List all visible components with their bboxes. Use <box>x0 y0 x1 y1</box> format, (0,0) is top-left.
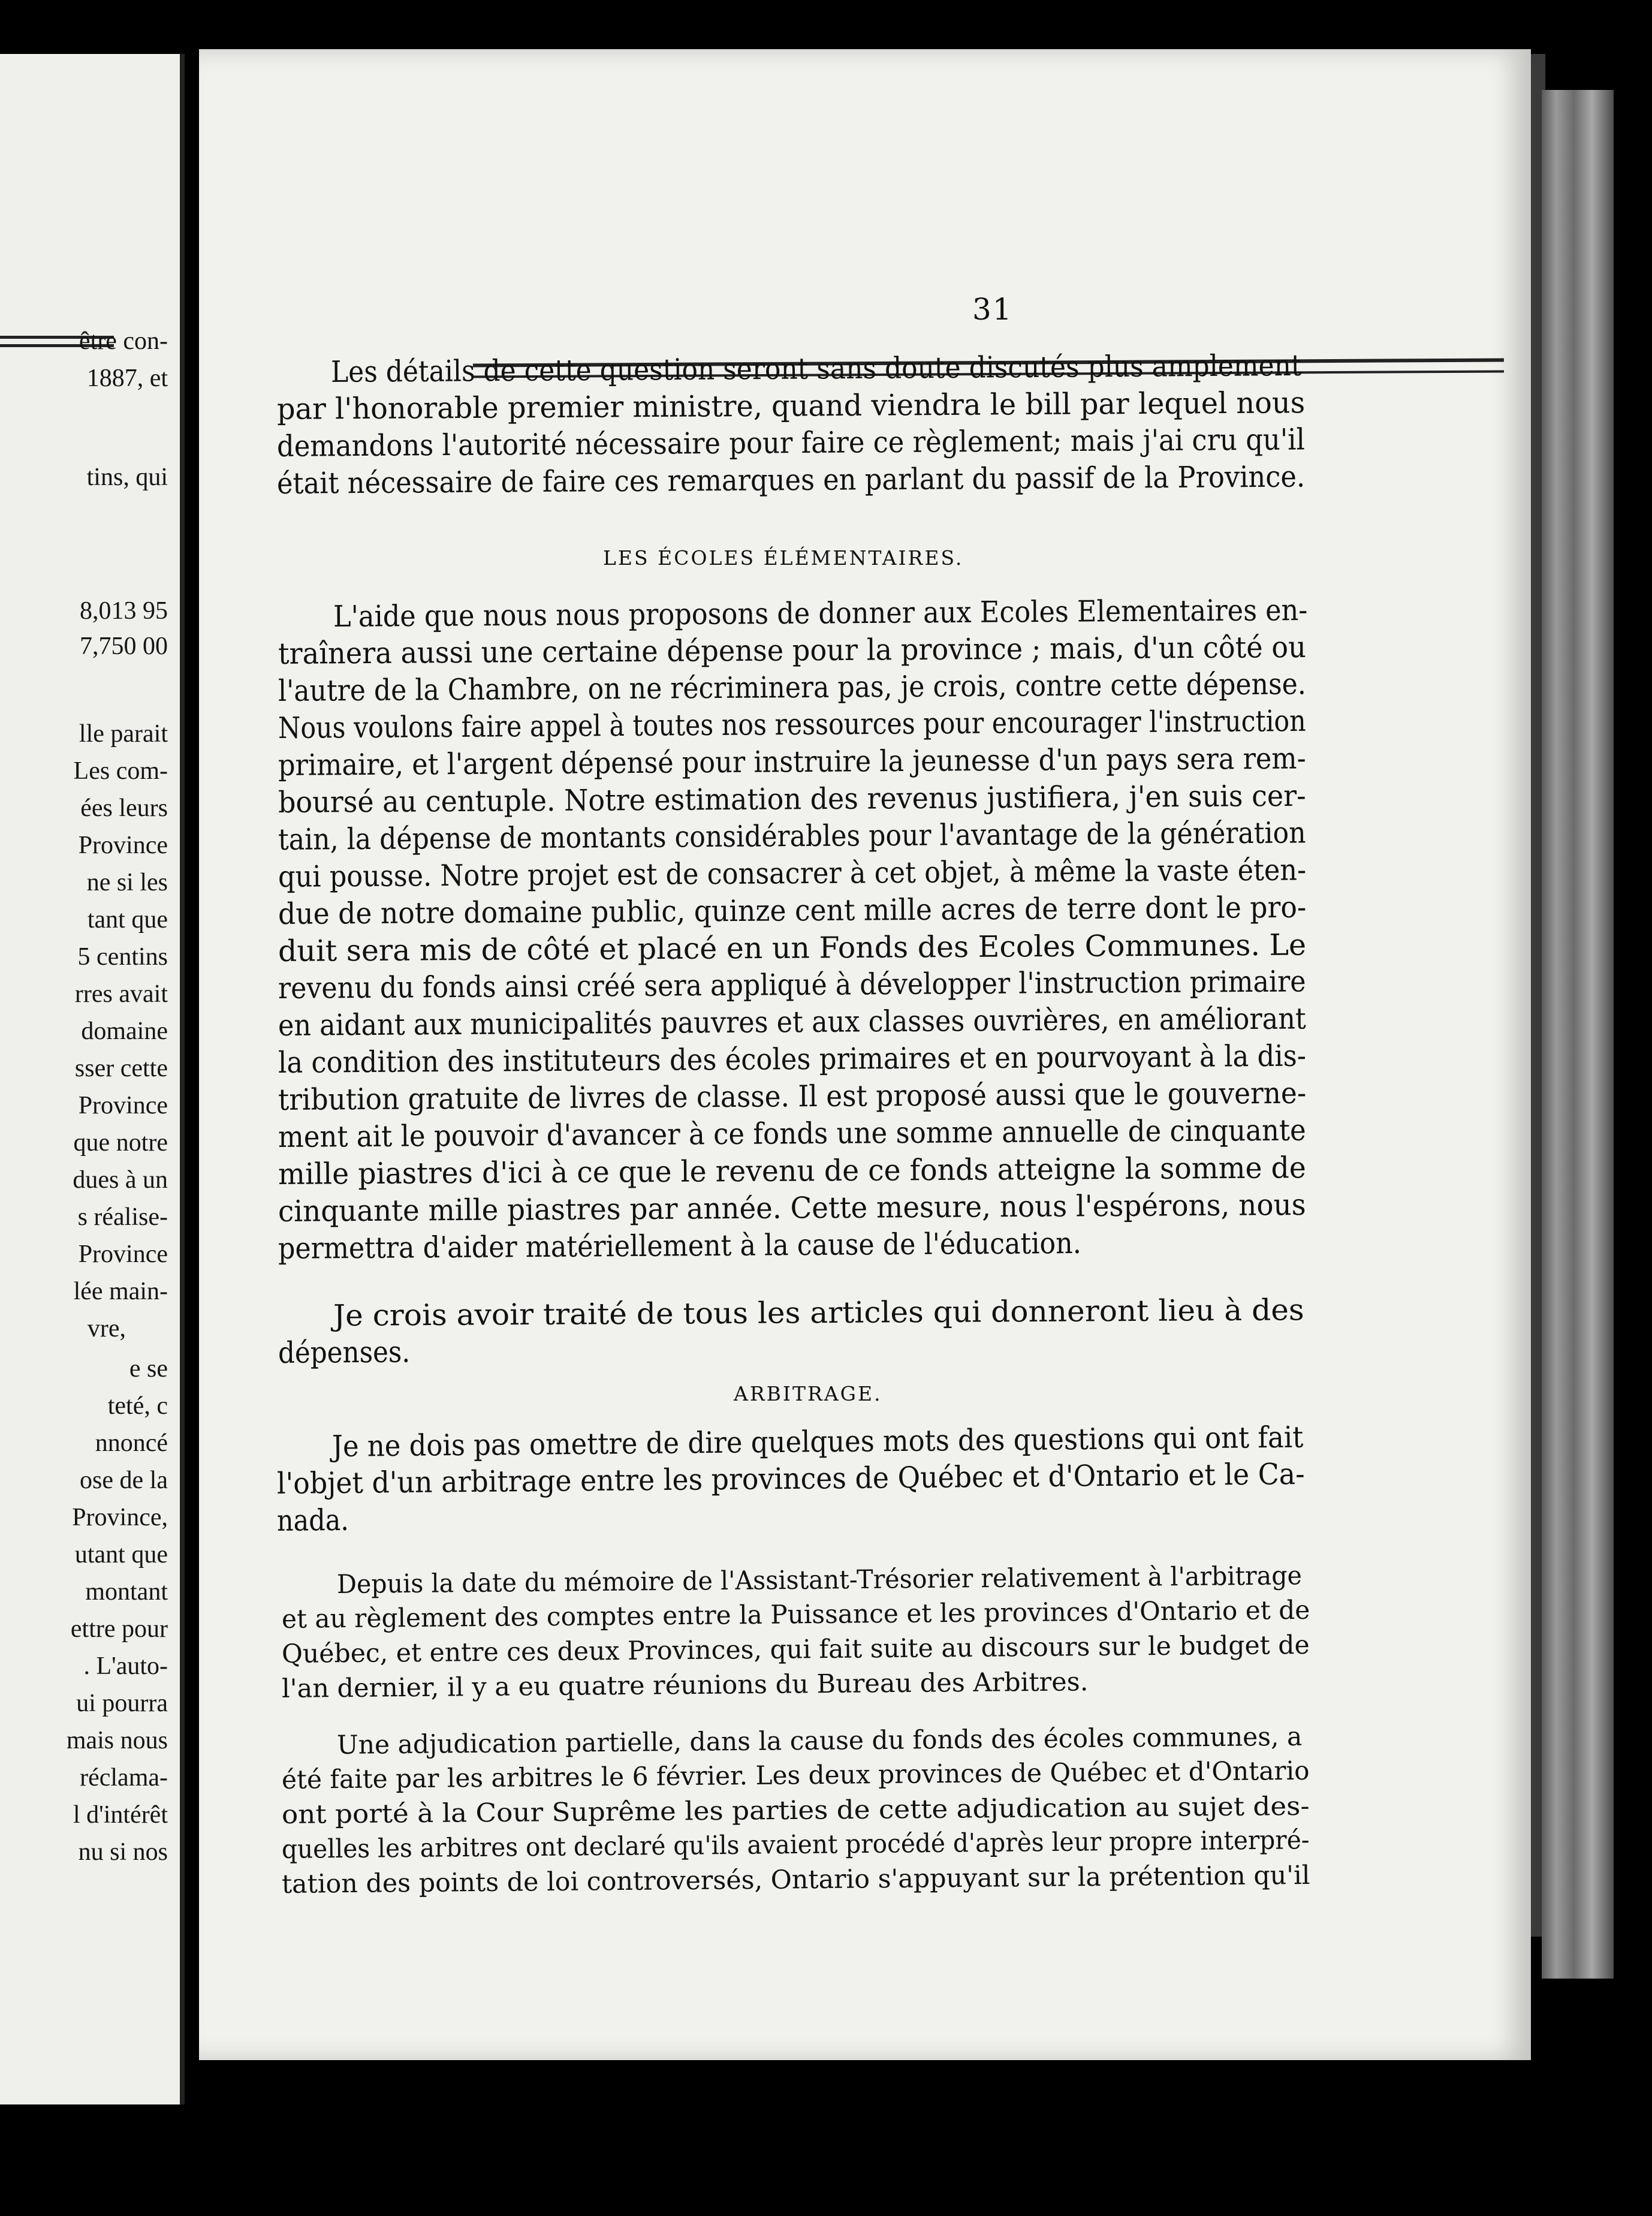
paragraph-2-line: traînera aussi une certaine dépense pour la province ; mais, d'un côté ou <box>278 630 1307 671</box>
paragraph-2-line: cinquante mille piastres par année. Cette mesure, nous l'espérons, nous <box>278 1188 1306 1229</box>
left-page-line: l d'intérêt <box>73 1801 168 1829</box>
paragraph-5-line: l'an dernier, il y a eu quatre réunions du Bureau des Arbitres. <box>281 1667 1089 1704</box>
left-page-line: tant que <box>87 906 168 934</box>
paragraph-2-line: la condition des instituteurs des écoles primaires et en pourvoyant à la dis- <box>278 1038 1307 1080</box>
left-page-line: lée main- <box>73 1278 168 1305</box>
left-page-line: Province, <box>72 1504 168 1531</box>
left-page-line: dues à un <box>73 1166 168 1194</box>
paragraph-2-line: revenu du fonds ainsi créé sera appliqué à développer l'instruction primaire <box>278 964 1306 1005</box>
heading-ecoles: LES ÉCOLES ÉLÉMENTAIRES. <box>603 546 964 570</box>
paragraph-2-line: ment ait le pouvoir d'avancer à ce fonds une somme annuelle de cinquante <box>278 1113 1306 1154</box>
paragraph-2-line: tain, la dépense de montants considérables pour l'avantage de la génération <box>278 815 1306 857</box>
left-page-line: tins, qui <box>86 463 168 491</box>
left-page-line: que notre <box>73 1129 168 1157</box>
paragraph-2-line: Nous voulons faire appel à toutes nos ressources pour encourager l'instruction <box>278 703 1306 745</box>
left-page-line: ui pourra <box>76 1690 168 1717</box>
paragraph-4-line: nada. <box>276 1503 349 1538</box>
left-page-line: Province <box>78 832 168 859</box>
paragraph-5-line: Québec, et entre ces deux Provinces, qui fait suite au discours sur le budget de <box>281 1630 1310 1669</box>
left-page-line: ne si les <box>86 869 168 896</box>
paragraph-2-line: qui pousse. Notre projet est de consacrer à cet objet, à même la vaste éten- <box>278 853 1307 894</box>
left-page-line: nu si nos <box>78 1838 168 1866</box>
paragraph-2-line: mille piastres d'ici à ce que le revenu de ce fonds atteigne la somme de <box>278 1151 1306 1191</box>
left-page-line: réclama- <box>80 1764 168 1792</box>
paragraph-2-line: due de notre domaine public, quinze cent mille acres de terre dont le pro- <box>278 890 1307 931</box>
left-page-line: ées leurs <box>80 794 168 822</box>
heading-arbitrage: ARBITRAGE. <box>734 1382 882 1405</box>
left-page-line: s réalise- <box>77 1203 168 1231</box>
paragraph-5-line: Depuis la date du mémoire de l'Assistant-Trésorier relativement à l'arbitrage <box>336 1561 1303 1600</box>
left-page-line: . L'auto- <box>83 1652 168 1680</box>
paragraph-6-line: été faite par les arbitres le 6 février. Les deux provinces de Québec et d'Ontario <box>281 1756 1310 1795</box>
left-page-line: être con- <box>79 327 168 355</box>
left-page-line: mais nous <box>66 1727 168 1754</box>
paragraph-2-line: permettra d'aider matériellement à la cause de l'éducation. <box>278 1226 1081 1266</box>
paragraph-6-line: ont porté à la Cour Suprême les parties de cette adjudication au sujet des- <box>281 1791 1310 1830</box>
left-page-line: ose de la <box>80 1467 168 1494</box>
left-page-line: 7,750 00 <box>80 633 168 660</box>
paragraph-2-line: L'aide que nous nous proposons de donner aux Ecoles Elementaires en- <box>333 593 1308 634</box>
left-page-line: e se <box>129 1355 168 1383</box>
left-page-line: nnoncé <box>95 1429 168 1457</box>
paragraph-1-line: par l'honorable premier ministre, quand viendra le bill par lequel nous <box>276 386 1306 426</box>
left-page-line: 5 centins <box>77 943 168 971</box>
page-number: 31 <box>972 292 1013 327</box>
paragraph-1-line: Les détails de cette question seront sans doute discutés plus amplement <box>330 348 1302 389</box>
paragraph-2-line: l'autre de la Chambre, on ne récriminera pas, je crois, contre cette dépense. <box>278 667 1306 708</box>
left-page-line: lle parait <box>79 720 168 748</box>
left-page-line: Province <box>78 1092 168 1119</box>
left-page-line: Les com- <box>73 757 168 785</box>
paragraph-2-line: primaire, et l'argent dépensé pour instruire la jeunesse d'un pays sera rem- <box>278 741 1306 782</box>
paragraph-3-line: dépenses. <box>278 1335 411 1370</box>
left-page-line: teté, c <box>107 1392 168 1420</box>
paragraph-4-line: l'objet d'un arbitrage entre les provinces de Québec et d'Ontario et le Ca- <box>276 1457 1305 1501</box>
paragraph-2-line: en aidant aux municipalités pauvres et aux classes ouvrières, en améliorant <box>278 1001 1306 1043</box>
page-edges <box>1542 90 1614 1979</box>
left-page-line: 8,013 95 <box>80 597 168 625</box>
left-page-line: 1887, et <box>86 365 168 392</box>
paragraph-2-line: tribution gratuite de livres de classe. Il est proposé aussi que le gouverne- <box>278 1076 1307 1117</box>
paragraph-6-line: tation des points de loi controversés, Ontario s'appuyant sur la prétention qu'il <box>281 1860 1310 1899</box>
left-page-line: rres avait <box>74 980 168 1008</box>
left-page-line: montant <box>85 1578 168 1606</box>
left-page-line: domaine <box>81 1017 168 1045</box>
main-page <box>199 49 1531 2060</box>
left-page-line: vre, <box>87 1315 126 1342</box>
paragraph-6-line: quelles les arbitres ont declaré qu'ils avaient procédé d'après leur propre interpré- <box>281 1825 1310 1865</box>
left-page-line: Province <box>78 1241 168 1268</box>
left-page-line: utant que <box>74 1541 168 1568</box>
left-page-line: sser cette <box>74 1055 168 1082</box>
paragraph-4-line: Je ne dois pas omettre de dire quelques mots des questions qui ont fait <box>331 1420 1304 1464</box>
paragraph-1-line: était nécessaire de faire ces remarques en parlant du passif de la Province. <box>276 459 1306 501</box>
paragraph-2-line: duit sera mis de côté et placé en un Fonds des Ecoles Communes. Le <box>278 928 1307 968</box>
left-facing-page <box>0 54 185 2104</box>
paragraph-6-line: Une adjudication partielle, dans la cause du fonds des écoles communes, a <box>336 1721 1303 1760</box>
paragraph-3-line: Je crois avoir traité de tous les articles qui donneront lieu à des <box>333 1293 1304 1333</box>
paragraph-5-line: et au règlement des comptes entre la Puissance et les provinces d'Ontario et de <box>281 1595 1310 1634</box>
paragraph-2-line: boursé au centuple. Notre estimation des revenus justifiera, j'en suis cer- <box>278 778 1306 820</box>
paragraph-1-line: demandons l'autorité nécessaire pour faire ce règlement; mais j'ai cru qu'il <box>276 422 1306 463</box>
left-page-line: ettre pour <box>70 1615 168 1643</box>
